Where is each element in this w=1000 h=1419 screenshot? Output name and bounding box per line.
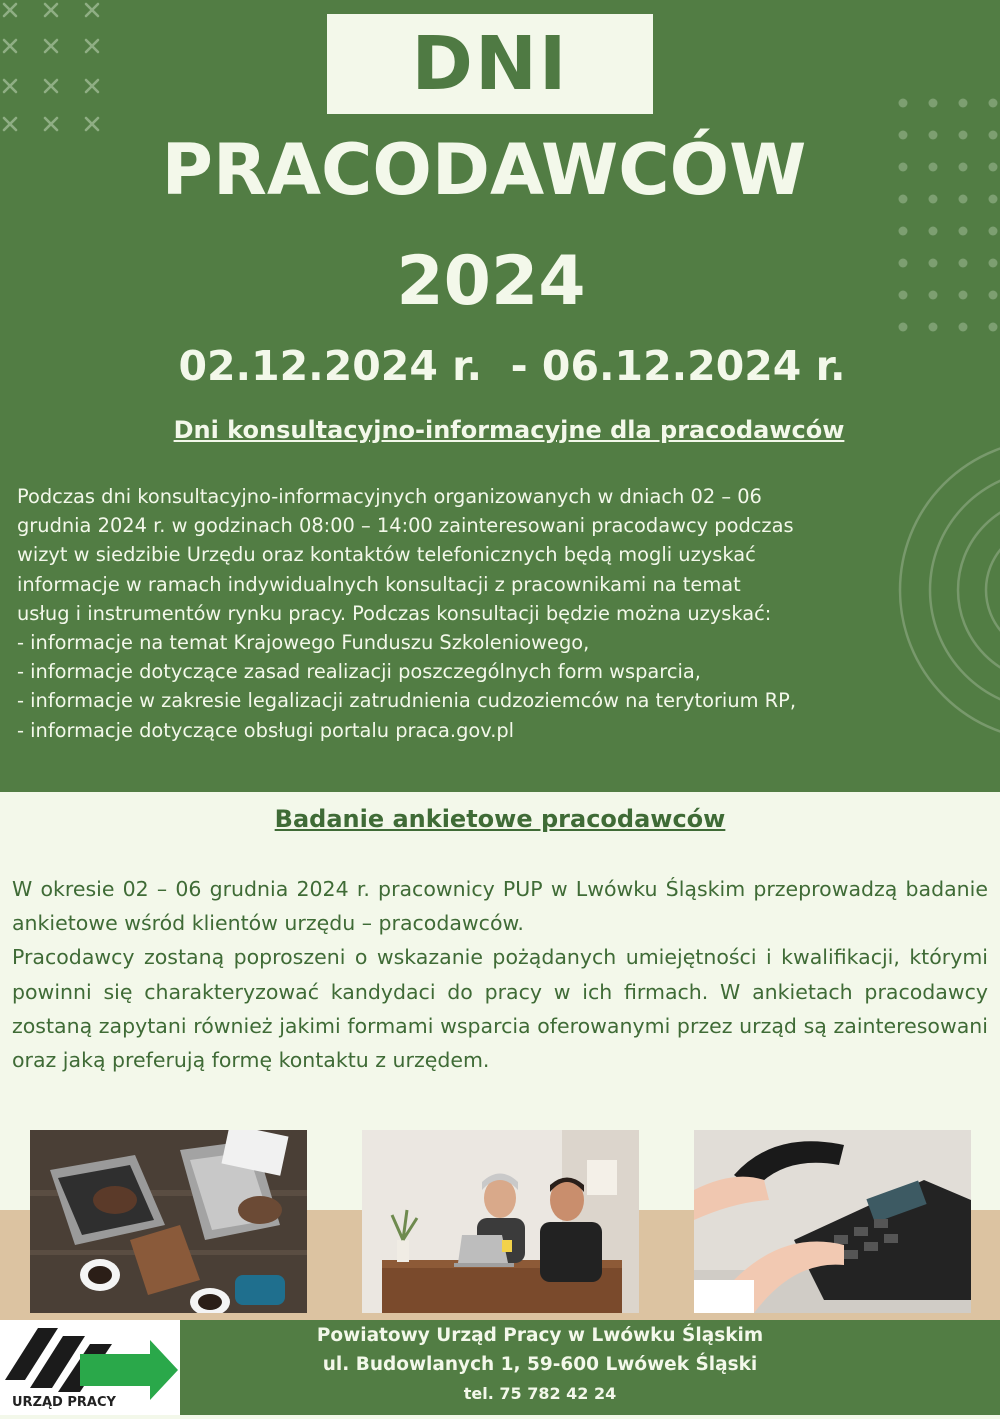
title-pracodawcow: PRACODAWCÓW [161,129,807,211]
office-name: Powiatowy Urząd Pracy w Lwówku Śląskim [316,1325,764,1346]
title-dni: DNI [411,21,569,107]
section1-bullet: - informacje dotyczące zasad realizacji poszczególnych form wsparcia, [17,660,701,684]
section1-line: informacje w ramach indywidualnych konsultacji z pracownikami na temat [17,572,741,596]
section2-paragraph: W okresie 02 – 06 grudnia 2024 r. pracownicy PUP w Lwówku Śląskim przeprowadzą badanie ankietowe wśród klientów urzędu – pracodawców. [12,877,988,936]
laptops-meeting-illustration-icon [30,1130,307,1313]
section1-line: grudnia 2024 r. w godzinach 08:00 – 14:00 zainteresowani pracodawcy podczas [17,514,794,538]
consultation-illustration-icon [362,1130,639,1313]
title-year: 2024 [396,242,586,321]
office-phone: tel. 75 782 42 24 [463,1384,617,1403]
section1-bullet: - informacje dotyczące obsługi portalu praca.gov.pl [17,718,515,742]
section1-line: Podczas dni konsultacyjno-informacyjnych organizowanych w dniach 02 – 06 [17,485,762,508]
consultation-photo [362,1130,639,1313]
office-address: ul. Budowlanych 1, 59-600 Lwówek Śląski [322,1354,758,1375]
section1-bullet: - informacje na temat Krajowego Funduszu Szkoleniowego, [17,631,590,655]
laptops-meeting-photo [30,1130,307,1313]
section2-paragraph: Pracodawcy zostaną poproszeni o wskazanie pożądanych umiejętności i kwalifikacji, którymi powinni się charakteryzować kandydaci do pracy w ich firmach. W ankietach pracodawcy zostaną zapytani również jakimi formami wsparcia oferowanymi przez urząd są zainteresowani oraz jaką preferują formę kontaktu z urzędem. [12,945,988,1073]
desk-phone-illustration-icon [694,1130,971,1313]
section1-body [17,482,992,745]
desk-phone-photo [694,1130,971,1313]
section1-line: wizyt w siedzibie Urzędu oraz kontaktów telefonicznych będą mogli uzyskać [17,543,756,567]
logo-label: URZĄD PRACY [12,1395,116,1410]
section2-body [12,872,988,1077]
section1-bullet: - informacje w zakresie legalizacji zatrudnienia cudzoziemców na terytorium RP, [17,689,796,713]
event-dates: 02.12.2024 r. - 06.12.2024 r. [178,342,846,390]
section1-line: usług i instrumentów rynku pracy. Podczas konsultacji będzie można uzyskać: [17,601,772,625]
section2-heading: Badanie ankietowe pracodawców [274,805,726,833]
contact-block [200,1322,880,1408]
cross-pattern-icon [0,0,110,140]
section1-heading: Dni konsultacyjno-informacyjne dla pracodawców [173,416,845,444]
